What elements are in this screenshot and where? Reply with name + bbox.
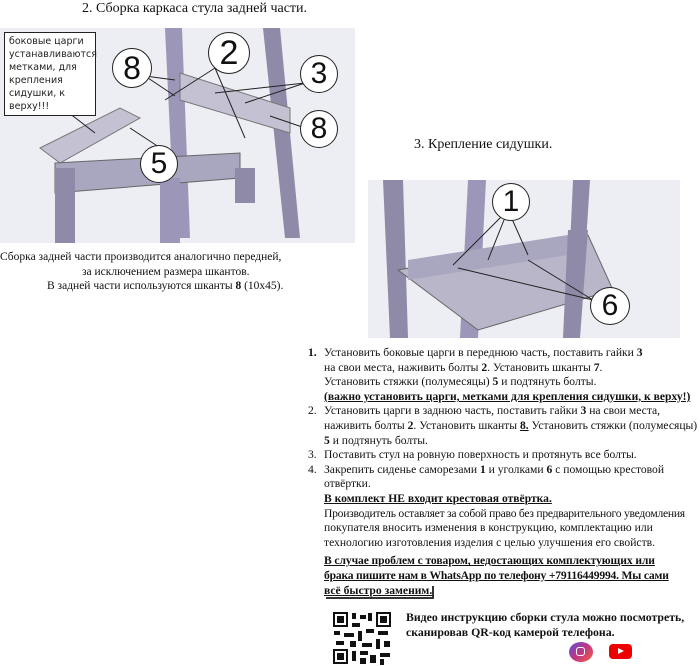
step-3: 3. Поставить стул на ровную поверхность и протянуть все болты.: [308, 448, 637, 462]
instagram-icon[interactable]: [569, 642, 593, 662]
part-label-6: 6: [590, 287, 630, 325]
step-4: 4. Закрепить сиденье саморезами 1 и уголками 6 с помощью крестовой отвёртки. В комплект НЕ входит крестовая отвёртка. Производитель оставляет за собой право без предварительного уведомления покупателя вносить изменения в конструкцию, комплектацию или технологию изготовления изделия с целью улучшения его свойств. В случае проблем с товаром, недостающих комплектующих или брака пишите нам в WhatsApp по телефону +79116449994. Мы сами всё быстро заменим.: [308, 463, 700, 598]
notice: В комплект НЕ входит крестовая отвёртка.: [324, 491, 552, 505]
section2-caption: [0, 250, 300, 294]
youtube-icon[interactable]: [609, 644, 632, 659]
part-label-8b: 8: [300, 110, 338, 148]
part-label-8: 8: [112, 48, 152, 88]
qr-code[interactable]: [332, 611, 392, 665]
contact-info: В случае проблем с товаром, недостающих комплектующих или брака пишите нам в WhatsApp по телефону +79116449994. Мы сами всё быстро заменим.: [324, 554, 669, 597]
steps-list: [308, 346, 700, 598]
section3-title: 3. Крепление сидушки.: [414, 137, 553, 152]
caption-line: Сборка задней части производится аналогично передней,: [0, 251, 282, 263]
part-label-2: 2: [208, 32, 250, 74]
section2-title: 2. Сборка каркаса стула задней части.: [82, 1, 308, 16]
part-label-5: 5: [140, 145, 178, 183]
step-1: 1. Установить боковые царги в переднюю часть, поставить гайки 3 на свои места, наживить болты 2. Установить шканты 7. Установить стяжки (полумесяцы) 5 и подтянуть болты. (важно установить царги, метками для крепления сидушки, к верху!): [308, 346, 691, 403]
part-label-1: 1: [492, 183, 530, 221]
caption-line: за исключением размера шкантов.: [82, 265, 250, 278]
step-2: 2. Установить царги в заднюю часть, поставить гайки 3 на свои места, наживить болты 2. Установить шканты 8. Установить стяжки (полумесяцы) 5 и подтянуть болты.: [308, 404, 698, 447]
callout-note: боковые царги устанавливаются метками, для крепления сидушки, к верху!!!: [4, 32, 96, 116]
video-instructions: Видео инструкцию сборки стула можно посмотреть, сканировав QR-код камерой телефона.: [406, 610, 685, 639]
disclaimer: Производитель оставляет за собой право без предварительного уведомления покупателя вносить изменения в конструкцию, комплектацию или технологию изготовления изделия с целью улучшения его свойств.: [324, 506, 685, 549]
part-label-3: 3: [300, 55, 338, 93]
caption-line: В задней части используются шканты 8 (10х45).: [47, 280, 284, 293]
